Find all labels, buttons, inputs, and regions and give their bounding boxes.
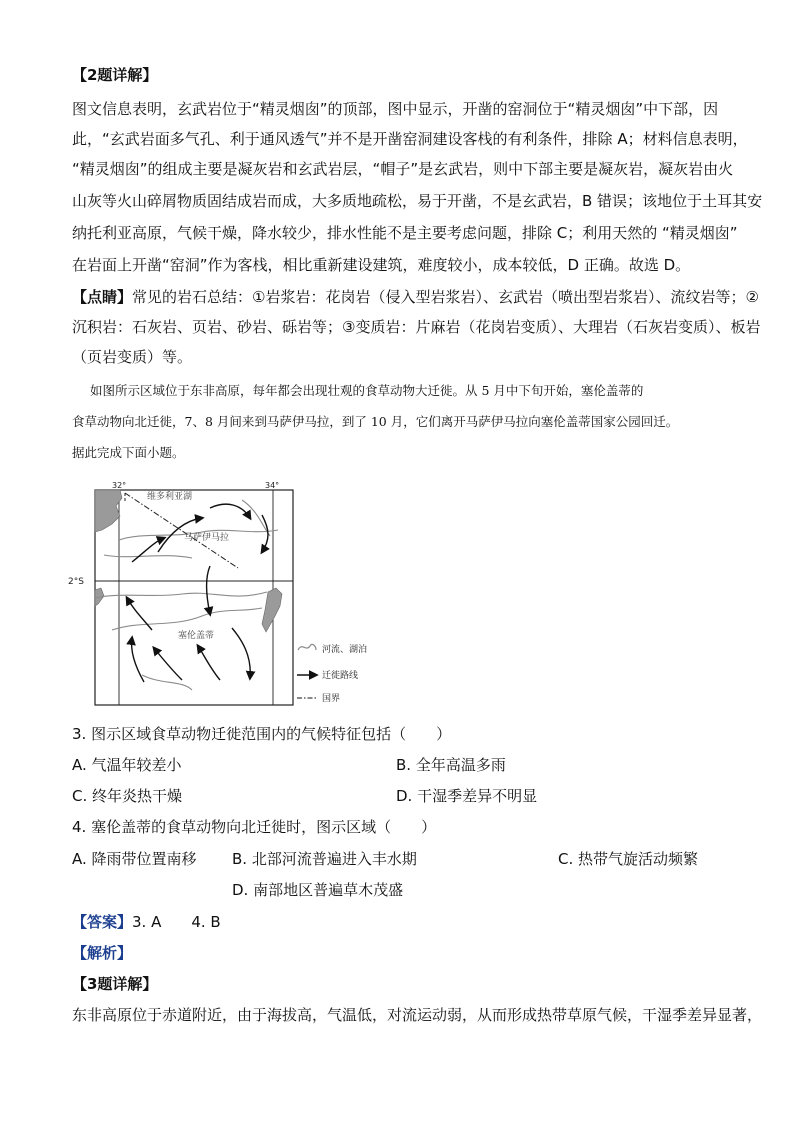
masai-mara-label: 马萨伊马拉: [184, 533, 230, 543]
migration-map: [68, 480, 392, 710]
tip-line: 沉积岩：石灰岩、页岩、砂岩、砾岩等；③变质岩：片麻岩（花岗岩变质）、大理岩（石灰岩变质）、板岩: [72, 318, 761, 336]
q3-option-d[interactable]: D. 干湿季差异不明显: [396, 787, 538, 805]
heading-q2: 【2题详解】: [72, 66, 158, 84]
q4-option-d[interactable]: D. 南部地区普遍草木茂盛: [232, 881, 404, 899]
tip-text: 常见的岩石总结：①岩浆岩：花岗岩（侵入型岩浆岩）、玄武岩（喷出型岩浆岩）、流纹岩等；②: [132, 288, 759, 306]
legend-river-label: 河流、湖泊: [322, 645, 368, 655]
intro-line: 据此完成下面小题。: [72, 445, 185, 460]
answer-value: 3. A 4. B: [132, 913, 221, 931]
serengeti-label: 塞伦盖蒂: [178, 631, 215, 641]
lon-label-32: 32°: [112, 481, 127, 490]
lat-label-2s: 2°S: [68, 577, 84, 587]
map-frame: [95, 490, 293, 705]
q3-option-b[interactable]: B. 全年高温多雨: [396, 756, 506, 774]
q2-paragraph-line: 图文信息表明，玄武岩位于“精灵烟囱”的顶部，图中显示，开凿的窑洞位于“精灵烟囱”中下部，因: [72, 100, 719, 118]
q4-option-b[interactable]: B. 北部河流普遍进入丰水期: [232, 850, 417, 868]
q3-option-c[interactable]: C. 终年炎热干燥: [72, 787, 183, 805]
legend-border-label: 国界: [322, 694, 341, 704]
q2-paragraph-line: 纳托利亚高原，气候干燥，降水较少，排水性能不是主要考虑问题，排除 C；利用天然的 “精灵烟囱”: [72, 224, 738, 242]
intro-line: 食草动物向北迁徙，7、8 月间来到马萨伊马拉，到了 10 月，它们离开马萨伊马拉向塞伦盖蒂国家公园回迁。: [72, 414, 679, 429]
tip-line: （页岩变质）等。: [72, 348, 193, 366]
lake-label: 维多利亚湖: [147, 492, 193, 502]
q3-detail: 东非高原位于赤道附近，由于海拔高，气温低，对流运动弱，从而形成热带草原气候，干湿季差异显著，: [72, 1006, 763, 1024]
answer-line: [72, 913, 221, 931]
q3-stem: 3. 图示区域食草动物迁徙范围内的气候特征包括（ ）: [72, 725, 452, 743]
q2-paragraph-line: 在岩面上开凿“窑洞”作为客栈，相比重新建设建筑，难度较小，成本较低，D 正确。故选 D。: [72, 256, 691, 274]
lon-label-34: 34°: [265, 481, 280, 490]
tip-first-line: [72, 288, 759, 306]
analysis-label: 【解析】: [72, 944, 133, 962]
q4-option-c[interactable]: C. 热带气旋活动频繁: [558, 850, 699, 868]
q4-stem: 4. 塞伦盖蒂的食草动物向北迁徙时，图示区域（ ）: [72, 818, 437, 836]
legend-route-label: 迁徙路线: [322, 671, 359, 681]
intro-line: 如图所示区域位于东非高原，每年都会出现壮观的食草动物大迁徙。从 5 月中下旬开始，塞伦盖蒂的: [90, 383, 644, 398]
q3-option-a[interactable]: A. 气温年较差小: [72, 756, 182, 774]
q2-paragraph-line: “精灵烟囱”的组成主要是凝灰岩和玄武岩层，“帽子”是玄武岩，则中下部主要是凝灰岩，凝灰岩由火: [72, 160, 734, 178]
heading-q3: 【3题详解】: [72, 975, 158, 993]
answer-label: 【答案】: [72, 913, 133, 931]
q4-option-a[interactable]: A. 降雨带位置南移: [72, 850, 197, 868]
q2-paragraph-line: 此，“玄武岩面多气孔、利于通风透气”并不是开凿窑洞建设客栈的有利条件，排除 A；材料信息表明，: [72, 130, 748, 148]
tip-label: 【点睛】: [72, 288, 133, 306]
legend-river-icon: [298, 644, 316, 650]
q2-paragraph-line: 山灰等火山碎屑物质固结成岩而成，大多质地疏松，易于开凿，不是玄武岩，B 错误；该地位于土耳其安: [72, 192, 763, 210]
